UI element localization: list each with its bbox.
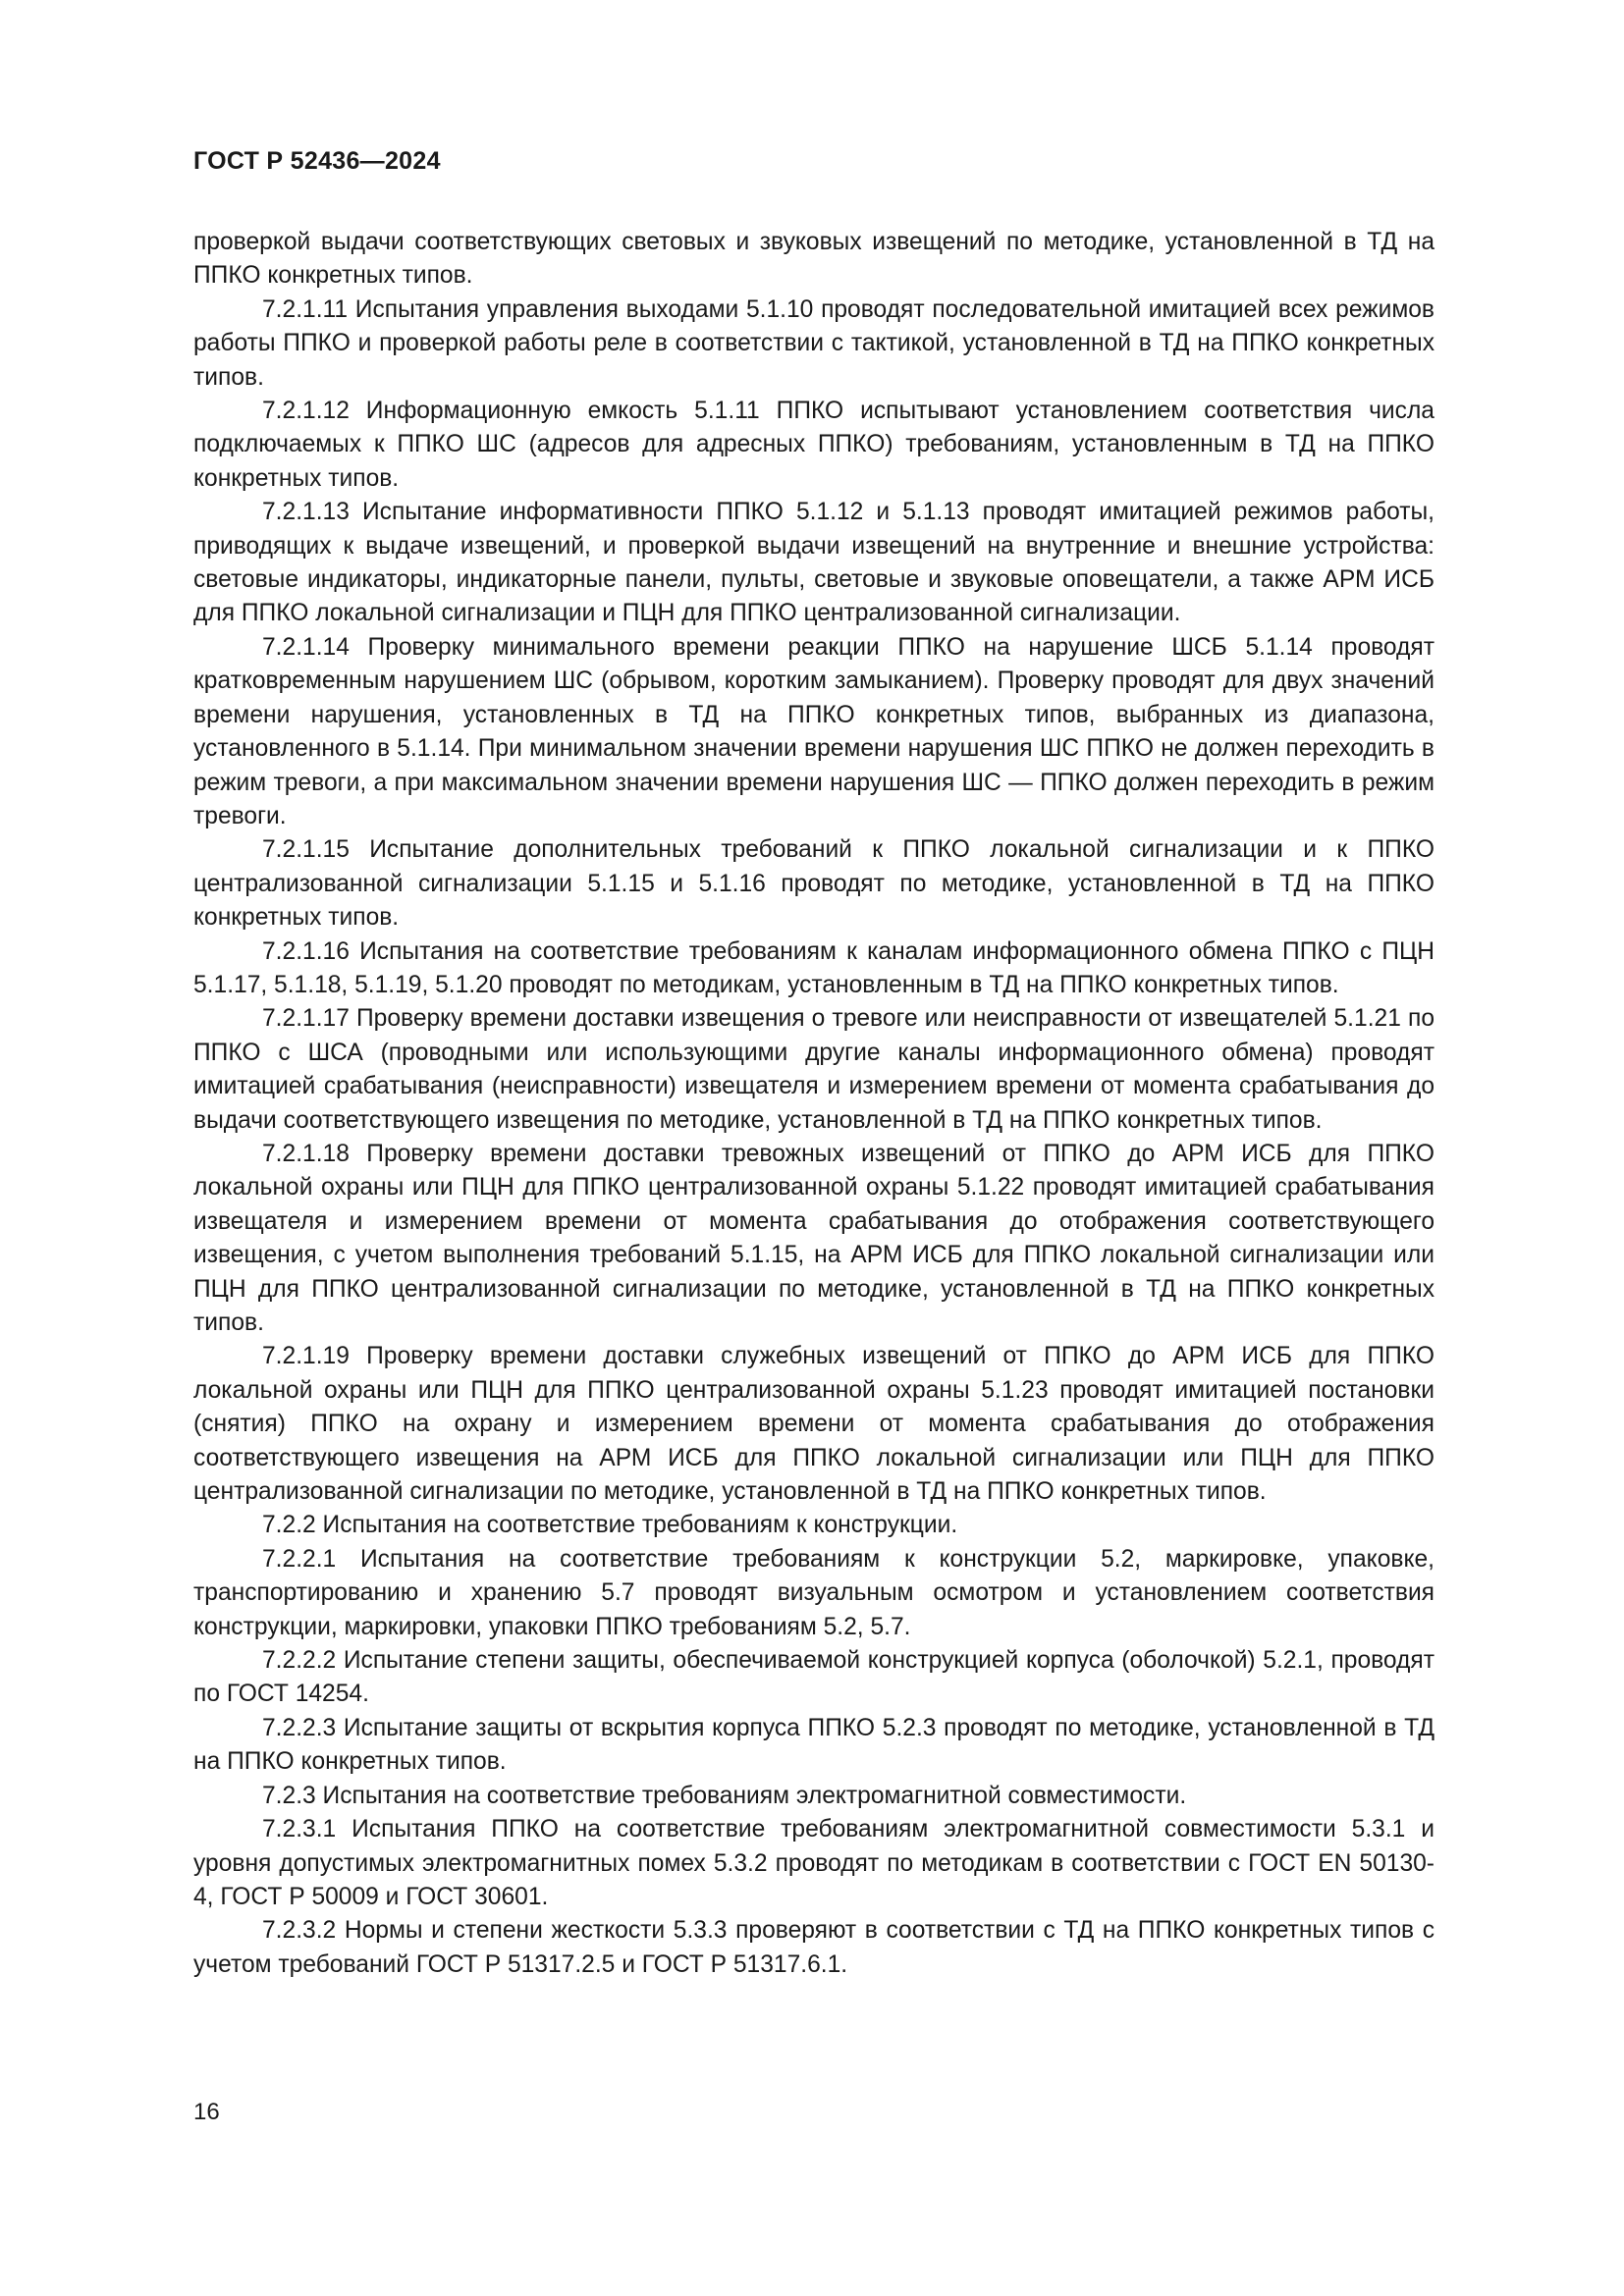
- paragraph: 7.2.1.15 Испытание дополнительных требований к ППКО локальной сигнализации и к ППКО централизованной сигнализации 5.1.15 и 5.1.16 проводят по методике, установленной в ТД на ППКО конкретных типов.: [193, 836, 1435, 932]
- section-heading: 7.2.3 Испытания на соответствие требованиям электромагнитной совместимости.: [262, 1782, 1187, 1809]
- paragraph: 7.2.3.2 Нормы и степени жесткости 5.3.3 проверяют в соответствии с ТД на ППКО конкретных типов с учетом требований ГОСТ Р 51317.2.5 и ГОСТ Р 51317.6.1.: [193, 1917, 1435, 1978]
- paragraph: 7.2.2.2 Испытание степени защиты, обеспечиваемой конструкцией корпуса (оболочкой) 5.2.1, проводят по ГОСТ 14254.: [193, 1647, 1435, 1708]
- section-heading: 7.2.2 Испытания на соответствие требованиям к конструкции.: [262, 1512, 958, 1539]
- paragraph: 7.2.1.13 Испытание информативности ППКО 5.1.12 и 5.1.13 проводят имитацией режимов работы, приводящих к выдаче извещений, и проверкой выдачи извещений на внутренние и внешние устройства: световые индикаторы, индикаторные панели, пульты, световые и звуковые оповещатели, а также АРМ ИСБ для ППКО локальной сигнализации и ПЦН для ППКО централизованной сигнализации.: [193, 499, 1435, 627]
- paragraph: 7.2.1.12 Информационную емкость 5.1.11 ППКО испытывают установлением соответствия числа подключаемых к ППКО ШС (адресов для адресных ППКО) требованиям, установленным в ТД на ППКО конкретных типов.: [193, 398, 1435, 492]
- paragraph: 7.2.1.18 Проверку времени доставки тревожных извещений от ППКО до АРМ ИСБ для ППКО локальной охраны или ПЦН для ППКО централизованной охраны 5.1.22 проводят имитацией срабатывания извещателя и измерением времени от момента срабатывания до отображения соответствующего извещения, с учетом выполнения требований 5.1.15, на АРМ ИСБ для ППКО локальной сигнализации или ПЦН для ППКО централизованной сигнализации по методике, установленной в ТД на ППКО конкретных типов.: [193, 1140, 1435, 1336]
- paragraph: 7.2.1.16 Испытания на соответствие требованиям к каналам информационного обмена ППКО с ПЦН 5.1.17, 5.1.18, 5.1.19, 5.1.20 проводят по методикам, установленным в ТД на ППКО конкретных типов.: [193, 937, 1435, 998]
- paragraph: 7.2.3.1 Испытания ППКО на соответствие требованиям электромагнитной совместимости 5.3.1 и уровня допустимых электромагнитных помех 5.3.2 проводят по методикам в соответствии с ГОСТ EN 50130-4, ГОСТ Р 50009 и ГОСТ 30601.: [193, 1816, 1435, 1910]
- paragraph: 7.2.2.1 Испытания на соответствие требованиям к конструкции 5.2, маркировке, упаковке, транспортированию и хранению 5.7 проводят визуальным осмотром и установлением соответствия конструкции, маркировки, упаковки ППКО требованиям 5.2, 5.7.: [193, 1545, 1435, 1640]
- paragraph: проверкой выдачи соответствующих световых и звуковых извещений по методике, установленной в ТД на ППКО конкретных типов.: [193, 229, 1435, 290]
- paragraph: 7.2.1.11 Испытания управления выходами 5.1.10 проводят последовательной имитацией всех режимов работы ППКО и проверкой работы реле в соответствии с тактикой, установленной в ТД на ППКО конкретных типов.: [193, 295, 1435, 391]
- document-header: ГОСТ Р 52436—2024: [193, 147, 441, 175]
- page-number: 16: [193, 2099, 220, 2125]
- paragraph: 7.2.1.14 Проверку минимального времени реакции ППКО на нарушение ШСБ 5.1.14 проводят кратковременным нарушением ШС (обрывом, коротким замыканием). Проверку проводят для двух значений времени нарушения, установленных в ТД на ППКО конкретных типов, выбранных из диапазона, установленного в 5.1.14. При минимальном значении времени нарушения ШС ППКО не должен переходить в режим тревоги, а при максимальном значении времени нарушения ШС — ППКО должен переходить в режим тревоги.: [193, 633, 1435, 829]
- paragraph: 7.2.1.19 Проверку времени доставки служебных извещений от ППКО до АРМ ИСБ для ППКО локальной охраны или ПЦН для ППКО централизованной охраны 5.1.23 проводят имитацией постановки (снятия) ППКО на охрану и измерением времени от момента срабатывания до отображения соответствующего извещения на АРМ ИСБ для ППКО локальной сигнализации или ПЦН для ППКО централизованной сигнализации по методике, установленной в ТД на ППКО конкретных типов.: [193, 1343, 1435, 1506]
- document-body: [193, 226, 1435, 1982]
- paragraph: 7.2.1.17 Проверку времени доставки извещения о тревоге или неисправности от извещателей 5.1.21 по ППКО с ШСА (проводными или использующими другие каналы информационного обмена) проводят имитацией срабатывания (неисправности) извещателя и измерением времени от момента срабатывания до выдачи соответствующего извещения по методике, установленной в ТД на ППКО конкретных типов.: [193, 1005, 1435, 1134]
- paragraph: 7.2.2.3 Испытание защиты от вскрытия корпуса ППКО 5.2.3 проводят по методике, установленной в ТД на ППКО конкретных типов.: [193, 1714, 1435, 1776]
